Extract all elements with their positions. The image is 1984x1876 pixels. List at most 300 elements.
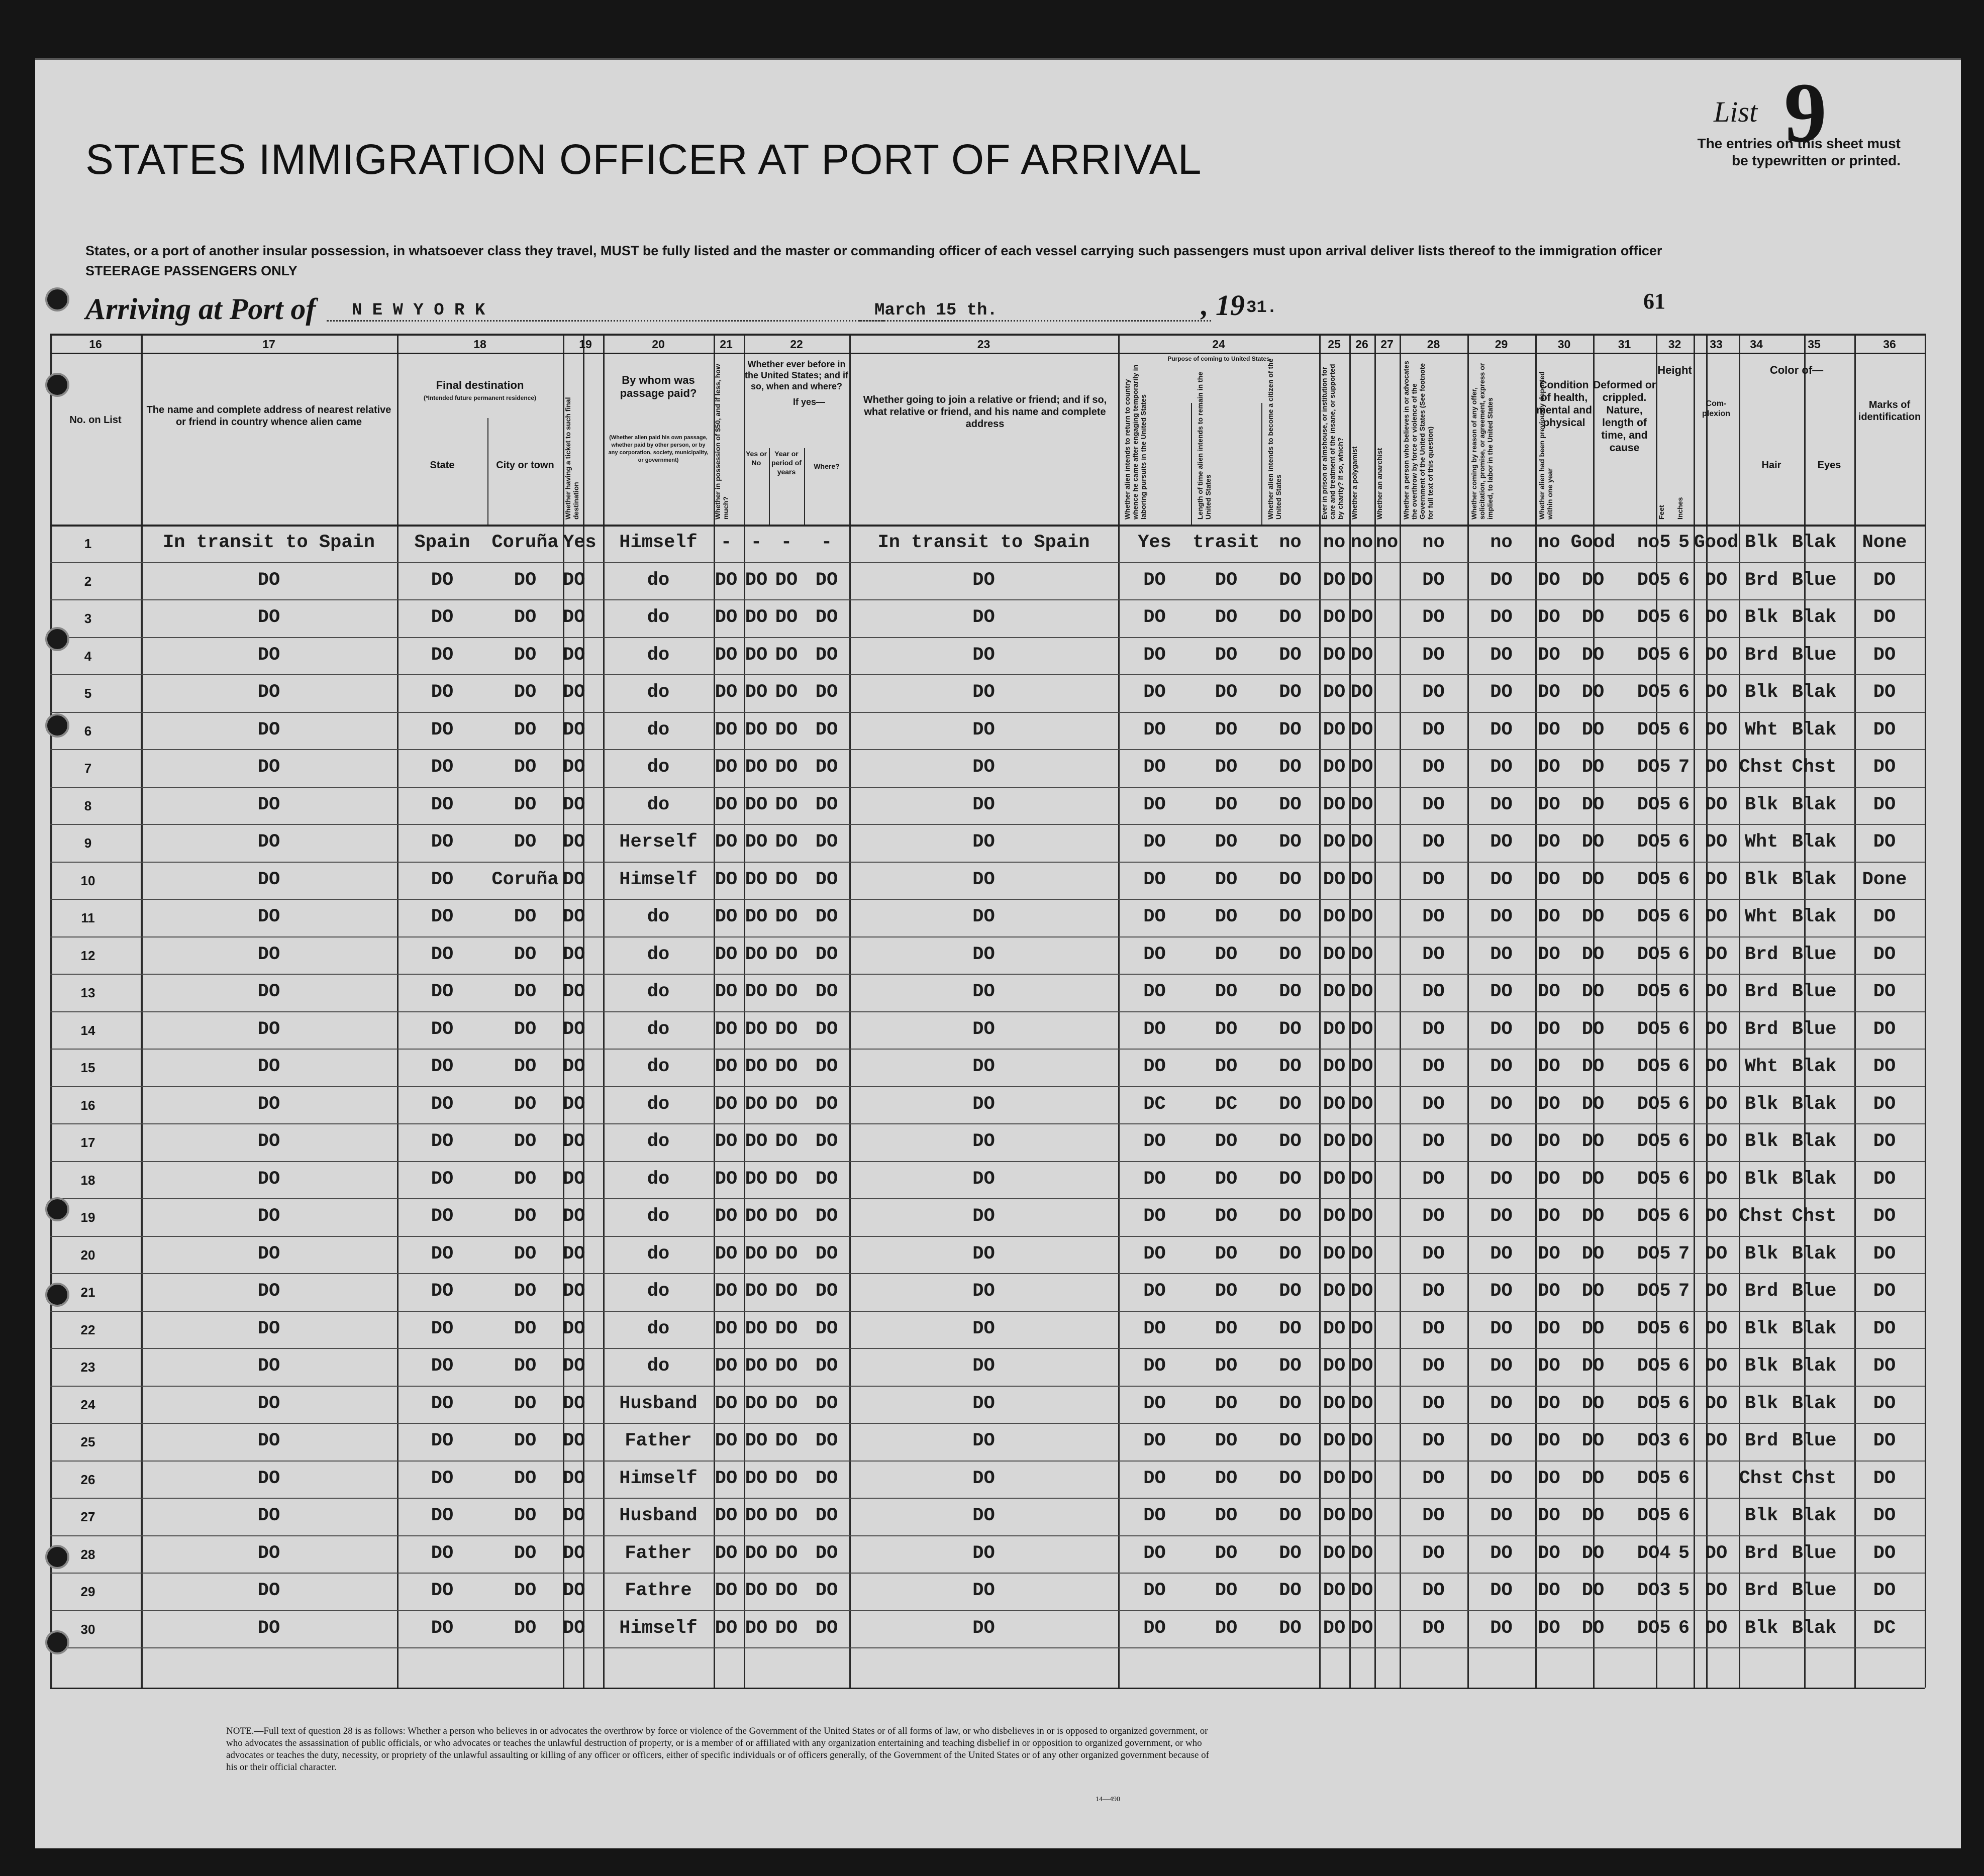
manifest-cell-yn: DO: [745, 1243, 768, 1265]
manifest-cell-by: do: [647, 1243, 670, 1265]
row-number: 12: [80, 948, 95, 963]
manifest-cell-pc: DO: [1279, 1468, 1302, 1489]
column-header: Yes or No: [745, 450, 767, 467]
manifest-cell-pa: DO: [1143, 1542, 1166, 1564]
manifest-cell-hair: Brd: [1744, 569, 1778, 591]
manifest-cell-c26: DO: [1350, 1168, 1373, 1190]
manifest-cell-pc: no: [1279, 532, 1302, 553]
manifest-cell-city: DO: [514, 1131, 537, 1152]
manifest-cell-by: do: [647, 1093, 670, 1115]
manifest-cell-c26: DO: [1350, 1468, 1373, 1489]
manifest-cell-yr: DO: [775, 757, 798, 778]
manifest-cell-by: do: [647, 607, 670, 628]
manifest-cell-pa: DO: [1143, 1168, 1166, 1190]
column-header: (Whether alien paid his own passage, whether paid by other person, or by any corporation, society, municipality, or government): [608, 435, 709, 463]
row-number: 15: [80, 1060, 95, 1075]
manifest-cell-pc: DO: [1279, 1580, 1302, 1601]
manifest-cell-cx: DO: [1705, 569, 1728, 591]
manifest-cell-wh: DO: [815, 1056, 838, 1077]
manifest-cell-c25: DO: [1323, 1430, 1346, 1451]
manifest-cell-c31: DO: [1581, 1056, 1605, 1077]
manifest-cell-in: 6: [1678, 682, 1690, 703]
manifest-cell-yr: DO: [775, 1056, 798, 1077]
manifest-cell-yr: -: [780, 532, 792, 553]
manifest-cell-pa: DO: [1143, 1018, 1166, 1040]
column-header: Final destination: [436, 379, 524, 391]
manifest-cell-pb: DO: [1215, 1243, 1238, 1265]
manifest-cell-pb: DO: [1215, 719, 1238, 741]
column-header: Where?: [814, 462, 840, 470]
manifest-cell-m: DO: [715, 794, 738, 815]
manifest-cell-tk: DO: [563, 981, 585, 1002]
manifest-cell-c26: DO: [1350, 981, 1373, 1002]
manifest-cell-st: DO: [431, 1505, 454, 1526]
page-title: STATES IMMIGRATION OFFICER AT PORT OF ARRIVAL: [85, 136, 1202, 183]
manifest-cell-c30: DO: [1538, 757, 1560, 778]
manifest-cell-mk: DO: [1873, 607, 1896, 628]
manifest-cell-ft: 5: [1659, 1168, 1671, 1190]
manifest-cell-yn: DO: [745, 1393, 768, 1414]
manifest-cell-c28: DO: [1422, 1430, 1445, 1451]
manifest-cell-c28: DO: [1422, 944, 1445, 965]
manifest-cell-c28: DO: [1422, 1281, 1445, 1302]
manifest-cell-pa: DO: [1143, 1318, 1166, 1339]
manifest-cell-c29: DO: [1490, 1430, 1513, 1451]
manifest-cell-join: DO: [972, 1542, 995, 1564]
manifest-cell-pa: DO: [1143, 1580, 1166, 1601]
manifest-cell-pa: DO: [1143, 794, 1166, 815]
manifest-cell-hair: Brd: [1744, 1430, 1778, 1451]
manifest-cell-ft: 4: [1659, 1542, 1671, 1564]
manifest-cell-pc: DO: [1279, 607, 1302, 628]
manifest-cell-pa: DO: [1143, 1056, 1166, 1077]
manifest-cell-st: DO: [431, 1356, 454, 1377]
manifest-cell-c29: DO: [1490, 757, 1513, 778]
manifest-cell-c30: DO: [1538, 1542, 1560, 1564]
manifest-cell-eyes: Blak: [1792, 607, 1837, 628]
manifest-cell-st: DO: [431, 1617, 454, 1639]
manifest-cell-c29: DO: [1490, 981, 1513, 1002]
manifest-cell-pb: DO: [1215, 682, 1238, 703]
manifest-cell-m: DO: [715, 1393, 738, 1414]
manifest-cell-yn: DO: [745, 1206, 768, 1227]
manifest-cell-wh: DO: [815, 644, 838, 666]
manifest-cell-tk: DO: [563, 1056, 585, 1077]
manifest-cell-c32: DO: [1637, 1468, 1660, 1489]
manifest-cell-yn: -: [750, 532, 762, 553]
manifest-cell-ft: 5: [1659, 1356, 1671, 1377]
manifest-cell-pc: DO: [1279, 682, 1302, 703]
manifest-cell-c32: no: [1637, 532, 1660, 553]
manifest-cell-c29: DO: [1490, 1318, 1513, 1339]
manifest-cell-hair: Blk: [1744, 1505, 1778, 1526]
row-number: 29: [80, 1584, 95, 1599]
manifest-cell-cx: DO: [1705, 1018, 1728, 1040]
list-number: 9: [1784, 65, 1827, 160]
manifest-cell-city: DO: [514, 607, 537, 628]
manifest-cell-hair: Blk: [1744, 1393, 1778, 1414]
manifest-cell-m: DO: [715, 981, 738, 1002]
manifest-cell-c30: DO: [1538, 682, 1560, 703]
manifest-cell-c30: DO: [1538, 1281, 1560, 1302]
manifest-cell-c25: DO: [1323, 1617, 1346, 1639]
manifest-cell-city: DO: [514, 719, 537, 741]
manifest-cell-c28: DO: [1422, 831, 1445, 853]
manifest-cell-eyes: Blak: [1792, 1393, 1837, 1414]
manifest-cell-c25: DO: [1323, 794, 1346, 815]
grid-hline: [50, 1311, 1925, 1312]
manifest-cell-mk: DO: [1873, 1018, 1896, 1040]
manifest-cell-tk: DO: [563, 1542, 585, 1564]
manifest-cell-rel: DO: [257, 1281, 280, 1302]
manifest-cell-yn: DO: [745, 644, 768, 666]
manifest-cell-join: DO: [972, 981, 995, 1002]
manifest-cell-c26: DO: [1350, 1281, 1373, 1302]
manifest-cell-eyes: Blak: [1792, 906, 1837, 927]
manifest-cell-hair: Blk: [1744, 869, 1778, 890]
manifest-cell-wh: DO: [815, 569, 838, 591]
manifest-cell-c29: DO: [1490, 607, 1513, 628]
row-number: 6: [84, 723, 92, 739]
manifest-cell-pc: DO: [1279, 906, 1302, 927]
manifest-cell-pa: DO: [1143, 1206, 1166, 1227]
column-header-vertical: Whether alien intends to return to country whence he came after engaging temporarily in laboring pursuits in the United States: [1123, 364, 1147, 519]
manifest-cell-cx: DO: [1705, 981, 1728, 1002]
manifest-cell-m: DO: [715, 1131, 738, 1152]
manifest-cell-yr: DO: [775, 1542, 798, 1564]
manifest-cell-c31: DO: [1581, 1243, 1605, 1265]
manifest-cell-c30: DO: [1538, 1093, 1560, 1115]
manifest-cell-hair: Brd: [1744, 1281, 1778, 1302]
manifest-cell-wh: DO: [815, 1131, 838, 1152]
manifest-cell-c30: no: [1538, 532, 1560, 553]
manifest-cell-pc: DO: [1279, 1168, 1302, 1190]
grid-hline: [50, 1498, 1925, 1499]
manifest-cell-pb: DO: [1215, 1617, 1238, 1639]
manifest-cell-m: DO: [715, 1356, 738, 1377]
manifest-cell-pc: DO: [1279, 757, 1302, 778]
manifest-cell-pb: DO: [1215, 794, 1238, 815]
column-header: Purpose of coming to United States: [1167, 355, 1270, 362]
manifest-cell-in: 6: [1678, 1018, 1690, 1040]
manifest-cell-st: DO: [431, 1468, 454, 1489]
manifest-cell-cx: DO: [1705, 1617, 1728, 1639]
manifest-cell-yr: DO: [775, 794, 798, 815]
manifest-cell-ft: 3: [1659, 1430, 1671, 1451]
manifest-cell-c28: DO: [1422, 1505, 1445, 1526]
manifest-cell-rel: DO: [257, 1617, 280, 1639]
manifest-cell-tk: DO: [563, 1580, 585, 1601]
row-number: 13: [80, 985, 95, 1000]
manifest-cell-c30: DO: [1538, 981, 1560, 1002]
manifest-cell-tk: DO: [563, 1617, 585, 1639]
manifest-cell-c25: DO: [1323, 1542, 1346, 1564]
manifest-cell-pa: DO: [1143, 644, 1166, 666]
manifest-cell-m: -: [720, 532, 732, 553]
manifest-cell-city: Coruña: [491, 869, 559, 890]
row-number: 1: [84, 536, 92, 551]
manifest-cell-c25: DO: [1323, 1468, 1346, 1489]
manifest-cell-ft: 5: [1659, 532, 1671, 553]
manifest-cell-eyes: Blak: [1792, 532, 1837, 553]
punch-hole: [45, 627, 69, 651]
manifest-cell-hair: Brd: [1744, 1580, 1778, 1601]
manifest-cell-c25: DO: [1323, 1356, 1346, 1377]
column-number: 32: [1668, 338, 1681, 351]
manifest-cell-rel: DO: [257, 981, 280, 1002]
manifest-cell-yn: DO: [745, 569, 768, 591]
manifest-cell-ft: 5: [1659, 1393, 1671, 1414]
manifest-cell-by: do: [647, 644, 670, 666]
manifest-cell-pc: DO: [1279, 719, 1302, 741]
manifest-cell-by: do: [647, 1281, 670, 1302]
row-number: 2: [84, 573, 92, 589]
manifest-cell-m: DO: [715, 682, 738, 703]
manifest-cell-c26: DO: [1350, 869, 1373, 890]
manifest-cell-city: DO: [514, 569, 537, 591]
manifest-cell-yr: DO: [775, 719, 798, 741]
manifest-cell-ft: 3: [1659, 1580, 1671, 1601]
manifest-cell-in: 6: [1678, 607, 1690, 628]
manifest-cell-by: Husband: [619, 1505, 698, 1526]
manifest-cell-c31: DO: [1581, 1093, 1605, 1115]
manifest-cell-c26: no: [1350, 532, 1373, 553]
grid-subline: [804, 448, 805, 525]
manifest-cell-eyes: Blak: [1792, 1318, 1837, 1339]
manifest-cell-mk: DO: [1873, 1131, 1896, 1152]
manifest-cell-c28: DO: [1422, 1018, 1445, 1040]
manifest-cell-cx: DO: [1705, 1430, 1728, 1451]
manifest-cell-pa: DO: [1143, 569, 1166, 591]
grid-hline: [50, 936, 1925, 937]
manifest-cell-c28: DO: [1422, 719, 1445, 741]
manifest-cell-c32: DO: [1637, 1617, 1660, 1639]
manifest-cell-pa: DO: [1143, 1393, 1166, 1414]
manifest-cell-tk: DO: [563, 794, 585, 815]
manifest-cell-c30: DO: [1538, 1468, 1560, 1489]
manifest-cell-c29: DO: [1490, 1580, 1513, 1601]
manifest-cell-pa: DO: [1143, 682, 1166, 703]
row-number: 14: [80, 1022, 95, 1038]
manifest-cell-in: 6: [1678, 569, 1690, 591]
manifest-cell-c26: DO: [1350, 1580, 1373, 1601]
manifest-cell-c28: DO: [1422, 1356, 1445, 1377]
manifest-cell-pb: DO: [1215, 1430, 1238, 1451]
manifest-cell-ft: 5: [1659, 1056, 1671, 1077]
manifest-cell-yr: DO: [775, 1468, 798, 1489]
manifest-cell-by: Husband: [619, 1393, 698, 1414]
manifest-cell-yr: DO: [775, 1356, 798, 1377]
arriving-label: Arriving at Port of: [85, 292, 316, 326]
column-header-vertical: Length of time alien intends to remain in the United States: [1196, 371, 1212, 519]
manifest-cell-pc: DO: [1279, 1243, 1302, 1265]
manifest-cell-join: DO: [972, 1468, 995, 1489]
manifest-cell-city: DO: [514, 1617, 537, 1639]
manifest-cell-c32: DO: [1637, 1243, 1660, 1265]
manifest-cell-c32: DO: [1637, 1430, 1660, 1451]
manifest-cell-c30: DO: [1538, 1393, 1560, 1414]
manifest-cell-c28: DO: [1422, 794, 1445, 815]
manifest-cell-m: DO: [715, 906, 738, 927]
manifest-cell-c31: DO: [1581, 1505, 1605, 1526]
manifest-cell-c30: DO: [1538, 944, 1560, 965]
manifest-cell-c25: DO: [1323, 607, 1346, 628]
grid-hline: [50, 899, 1925, 900]
manifest-cell-city: DO: [514, 1468, 537, 1489]
manifest-cell-cx: DO: [1705, 1580, 1728, 1601]
manifest-cell-c31: DO: [1581, 757, 1605, 778]
manifest-cell-hair: Wht: [1744, 719, 1778, 741]
manifest-cell-join: DO: [972, 1318, 995, 1339]
manifest-cell-yn: DO: [745, 1093, 768, 1115]
manifest-cell-city: DO: [514, 1056, 537, 1077]
manifest-cell-c28: DO: [1422, 1168, 1445, 1190]
manifest-cell-m: DO: [715, 644, 738, 666]
manifest-cell-city: DO: [514, 794, 537, 815]
manifest-cell-st: DO: [431, 757, 454, 778]
column-header: City or town: [496, 460, 554, 471]
manifest-cell-pb: DO: [1215, 1168, 1238, 1190]
manifest-cell-pb: DC: [1215, 1093, 1238, 1115]
manifest-cell-in: 6: [1678, 1505, 1690, 1526]
manifest-cell-yr: DO: [775, 1580, 798, 1601]
manifest-cell-c28: DO: [1422, 1093, 1445, 1115]
manifest-cell-rel: DO: [257, 1168, 280, 1190]
manifest-cell-pa: DO: [1143, 981, 1166, 1002]
row-number: 26: [80, 1472, 95, 1487]
manifest-cell-c29: DO: [1490, 1468, 1513, 1489]
column-header: Whether ever before in the United States; and if so, when and where?: [744, 359, 848, 391]
manifest-cell-eyes: Blue: [1792, 1542, 1837, 1564]
manifest-cell-c25: DO: [1323, 644, 1346, 666]
column-number: 20: [652, 338, 665, 351]
manifest-cell-ft: 5: [1659, 607, 1671, 628]
manifest-cell-c30: DO: [1538, 569, 1560, 591]
manifest-cell-by: Father: [625, 1542, 692, 1564]
manifest-cell-yr: DO: [775, 1131, 798, 1152]
manifest-cell-pa: DO: [1143, 757, 1166, 778]
manifest-sheet: [35, 58, 1961, 1848]
column-number: 19: [579, 338, 592, 351]
manifest-cell-city: DO: [514, 906, 537, 927]
manifest-cell-wh: DO: [815, 757, 838, 778]
column-number: 35: [1808, 338, 1821, 351]
manifest-cell-hair: Brd: [1744, 1542, 1778, 1564]
manifest-cell-yr: DO: [775, 1617, 798, 1639]
manifest-cell-c30: DO: [1538, 1243, 1560, 1265]
manifest-cell-cx: DO: [1705, 1281, 1728, 1302]
manifest-cell-c29: DO: [1490, 1505, 1513, 1526]
manifest-cell-pc: DO: [1279, 1430, 1302, 1451]
manifest-cell-tk: DO: [563, 607, 585, 628]
grid-hline: [50, 1688, 1925, 1689]
row-number: 17: [80, 1135, 95, 1150]
manifest-cell-hair: Blk: [1744, 532, 1778, 553]
manifest-cell-eyes: Blak: [1792, 1056, 1837, 1077]
manifest-cell-m: DO: [715, 1018, 738, 1040]
manifest-cell-ft: 5: [1659, 1206, 1671, 1227]
manifest-cell-cx: DO: [1705, 757, 1728, 778]
manifest-cell-m: DO: [715, 757, 738, 778]
manifest-cell-eyes: Blak: [1792, 1356, 1837, 1377]
manifest-cell-wh: DO: [815, 1430, 838, 1451]
grid-hline: [50, 674, 1925, 675]
manifest-cell-c25: DO: [1323, 1393, 1346, 1414]
manifest-cell-st: DO: [431, 794, 454, 815]
manifest-cell-c30: DO: [1538, 1505, 1560, 1526]
manifest-cell-m: DO: [715, 1243, 738, 1265]
manifest-cell-city: DO: [514, 1018, 537, 1040]
row-number: 28: [80, 1546, 95, 1562]
manifest-cell-tk: DO: [563, 1206, 585, 1227]
manifest-cell-mk: Done: [1862, 869, 1907, 890]
manifest-cell-by: do: [647, 981, 670, 1002]
manifest-cell-tk: DO: [563, 1468, 585, 1489]
manifest-cell-city: Coruña: [491, 532, 559, 553]
manifest-cell-mk: DO: [1873, 944, 1896, 965]
manifest-cell-by: do: [647, 1168, 670, 1190]
row-number: 19: [80, 1210, 95, 1225]
manifest-cell-wh: DO: [815, 1318, 838, 1339]
manifest-cell-c26: DO: [1350, 719, 1373, 741]
manifest-cell-hair: Brd: [1744, 981, 1778, 1002]
manifest-cell-pc: DO: [1279, 1393, 1302, 1414]
manifest-cell-city: DO: [514, 1168, 537, 1190]
manifest-cell-eyes: Blak: [1792, 1617, 1837, 1639]
manifest-cell-pb: DO: [1215, 569, 1238, 591]
manifest-cell-c31: DO: [1581, 944, 1605, 965]
manifest-cell-c32: DO: [1637, 1580, 1660, 1601]
manifest-cell-in: 6: [1678, 1430, 1690, 1451]
manifest-cell-join: DO: [972, 1393, 995, 1414]
row-number: 11: [81, 910, 95, 925]
manifest-cell-st: DO: [431, 644, 454, 666]
manifest-cell-by: Herself: [619, 831, 698, 853]
manifest-cell-wh: DO: [815, 831, 838, 853]
manifest-cell-eyes: Blak: [1792, 1505, 1837, 1526]
manifest-cell-mk: DO: [1873, 1281, 1896, 1302]
column-header-vertical: Feet: [1657, 505, 1665, 519]
grid-subline: [487, 418, 488, 525]
manifest-cell-c32: DO: [1637, 981, 1660, 1002]
manifest-cell-yr: DO: [775, 607, 798, 628]
manifest-cell-c28: DO: [1422, 607, 1445, 628]
manifest-cell-st: DO: [431, 719, 454, 741]
manifest-cell-hair: Brd: [1744, 644, 1778, 666]
manifest-cell-yn: DO: [745, 869, 768, 890]
manifest-cell-cx: DO: [1705, 869, 1728, 890]
manifest-cell-join: DO: [972, 1356, 995, 1377]
manifest-cell-ft: 5: [1659, 1131, 1671, 1152]
manifest-cell-yn: DO: [745, 831, 768, 853]
manifest-cell-c32: DO: [1637, 719, 1660, 741]
manifest-cell-mk: DO: [1873, 1580, 1896, 1601]
punch-hole: [45, 713, 69, 738]
manifest-cell-join: DO: [972, 1281, 995, 1302]
manifest-cell-c29: DO: [1490, 794, 1513, 815]
column-header: Height: [1657, 364, 1692, 376]
manifest-cell-pb: DO: [1215, 1018, 1238, 1040]
manifest-cell-c31: Good: [1570, 532, 1616, 553]
manifest-cell-c26: DO: [1350, 1093, 1373, 1115]
manifest-cell-c28: DO: [1422, 757, 1445, 778]
manifest-cell-cx: DO: [1705, 906, 1728, 927]
manifest-cell-c31: DO: [1581, 1580, 1605, 1601]
manifest-cell-by: do: [647, 682, 670, 703]
manifest-cell-city: DO: [514, 1281, 537, 1302]
manifest-cell-wh: -: [821, 532, 833, 553]
manifest-cell-wh: DO: [815, 1393, 838, 1414]
